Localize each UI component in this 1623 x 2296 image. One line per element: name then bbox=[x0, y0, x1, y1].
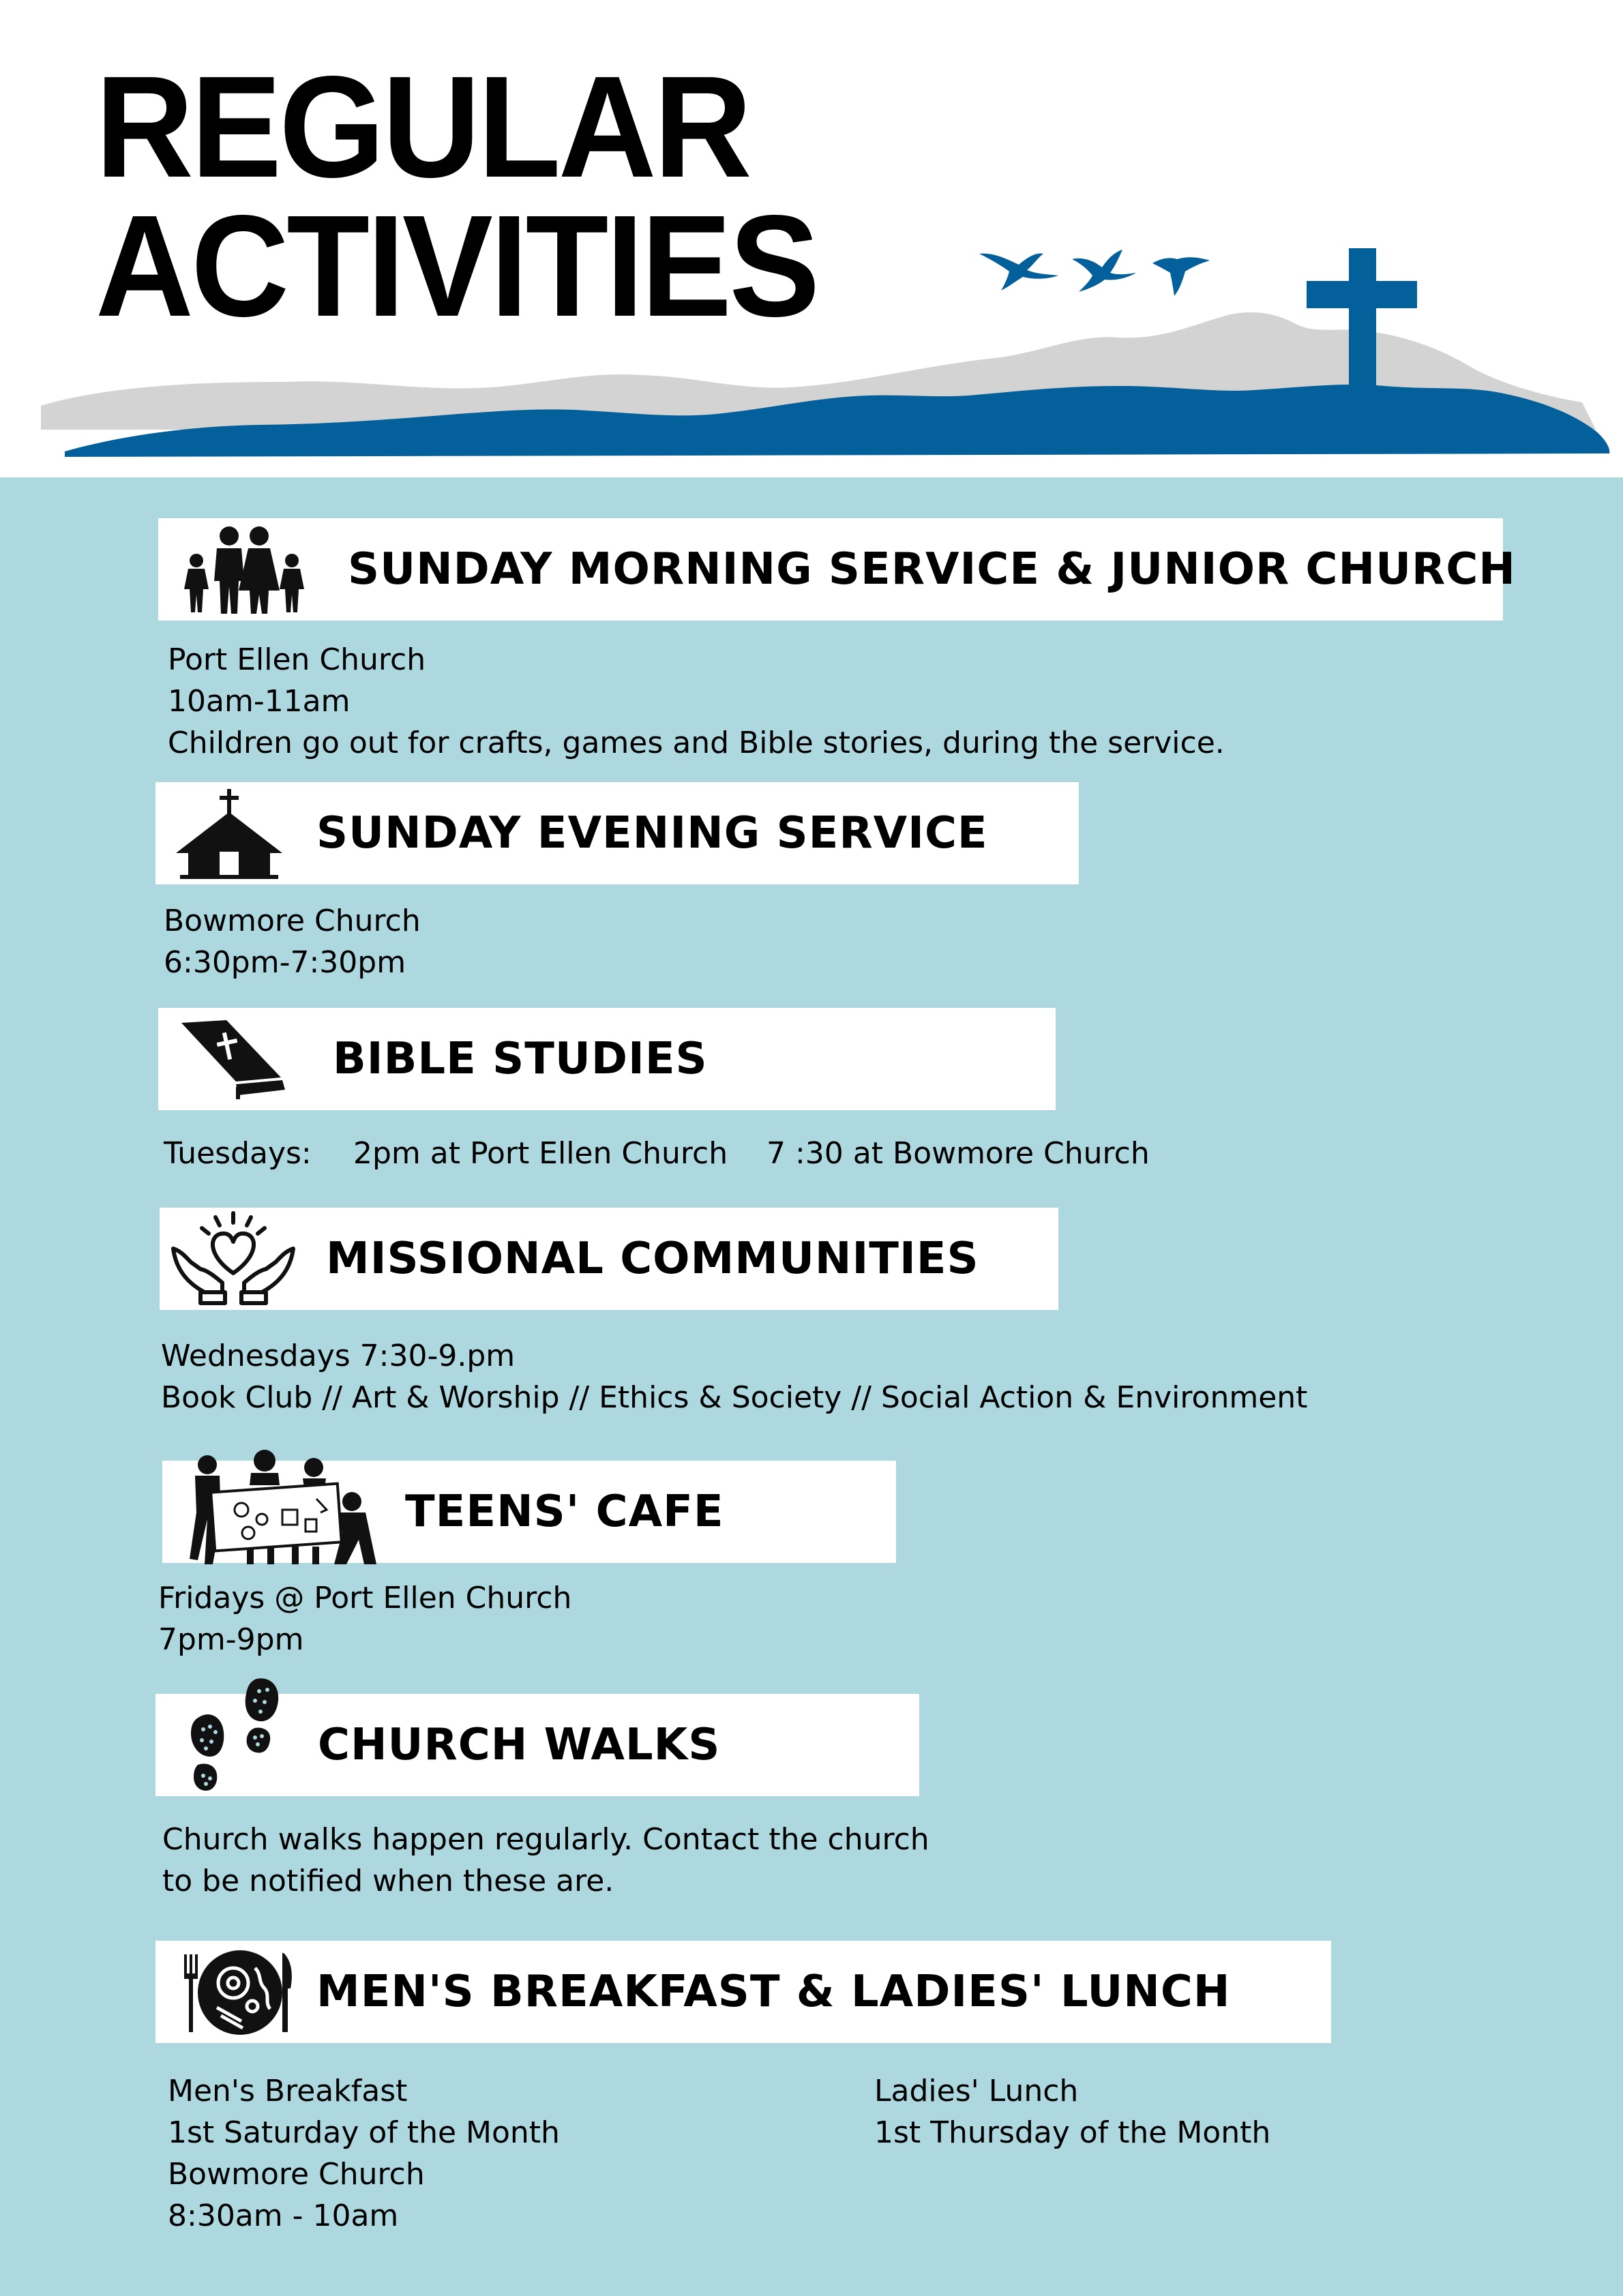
detail-line: Fridays @ Port Ellen Church bbox=[158, 1581, 572, 1615]
section-title-missional: MISSIONAL COMMUNITIES bbox=[326, 1234, 979, 1284]
detail-line: Wednesdays 7:30-9.pm bbox=[161, 1339, 516, 1373]
section-title-sunday-morning: SUNDAY MORNING SERVICE & JUNIOR CHURCH bbox=[348, 544, 1516, 595]
detail-line: 6:30pm-7:30pm bbox=[164, 945, 406, 980]
section-title-breakfast-lunch: MEN'S BREAKFAST & LADIES' LUNCH bbox=[316, 1967, 1231, 2017]
footprints-icon bbox=[179, 1678, 288, 1806]
page-title-line-2: ACTIVITIES bbox=[95, 185, 818, 346]
section-title-sunday-evening: SUNDAY EVENING SERVICE bbox=[316, 808, 988, 859]
bible-studies-time-1: 2pm at Port Ellen Church bbox=[353, 1136, 728, 1171]
detail-line: Bowmore Church bbox=[164, 904, 421, 938]
detail-line: Church walks happen regularly. Contact the church bbox=[162, 1822, 929, 1857]
bible-studies-day: Tuesdays: bbox=[164, 1136, 312, 1171]
family-icon bbox=[176, 524, 312, 615]
ladies-lunch-details bbox=[874, 2070, 1270, 2153]
detail-line: Bowmore Church bbox=[168, 2157, 425, 2192]
detail-line: 10am-11am bbox=[168, 684, 351, 719]
detail-line: 1st Saturday of the Month bbox=[168, 2115, 560, 2150]
section-title-bible-studies: BIBLE STUDIES bbox=[333, 1034, 708, 1084]
landscape-illustration bbox=[0, 232, 1623, 477]
mens-breakfast-details bbox=[168, 2070, 560, 2237]
bible-icon bbox=[179, 1019, 288, 1101]
teens-group-icon bbox=[180, 1444, 385, 1567]
detail-line: Men's Breakfast bbox=[168, 2074, 408, 2108]
church-walks-details bbox=[162, 1819, 929, 1902]
section-header-bible-studies bbox=[158, 1008, 1056, 1110]
detail-line: Port Ellen Church bbox=[168, 642, 426, 677]
page-title-line-1: REGULAR bbox=[95, 46, 749, 207]
sunday-morning-details bbox=[168, 639, 1225, 764]
hands-heart-icon bbox=[166, 1208, 300, 1310]
detail-line: 1st Thursday of the Month bbox=[874, 2115, 1271, 2150]
detail-line: Book Club // Art & Worship // Ethics & Society // Social Action & Environment bbox=[161, 1380, 1308, 1415]
detail-line: to be notified when these are. bbox=[162, 1864, 614, 1898]
sunday-evening-details bbox=[164, 900, 421, 983]
missional-details bbox=[161, 1335, 1307, 1418]
detail-line: 8:30am - 10am bbox=[168, 2198, 399, 2233]
detail-line: Ladies' Lunch bbox=[874, 2074, 1079, 2108]
header-banner bbox=[0, 0, 1623, 477]
breakfast-plate-icon bbox=[181, 1948, 297, 2036]
section-title-teens-cafe: TEENS' CAFE bbox=[405, 1487, 724, 1537]
detail-line: Children go out for crafts, games and Bible stories, during the service. bbox=[168, 726, 1225, 760]
bible-studies-time-2: 7 :30 at Bowmore Church bbox=[766, 1136, 1150, 1171]
birds-icon bbox=[979, 250, 1210, 296]
detail-line: 7pm-9pm bbox=[158, 1622, 304, 1657]
section-header-missional bbox=[160, 1208, 1058, 1310]
section-title-church-walks: CHURCH WALKS bbox=[318, 1720, 721, 1770]
church-building-icon bbox=[175, 788, 284, 880]
teens-cafe-details bbox=[158, 1577, 571, 1660]
section-header-sunday-morning bbox=[158, 518, 1516, 621]
section-header-breakfast-lunch bbox=[155, 1941, 1331, 2043]
section-header-sunday-evening bbox=[155, 782, 1079, 884]
